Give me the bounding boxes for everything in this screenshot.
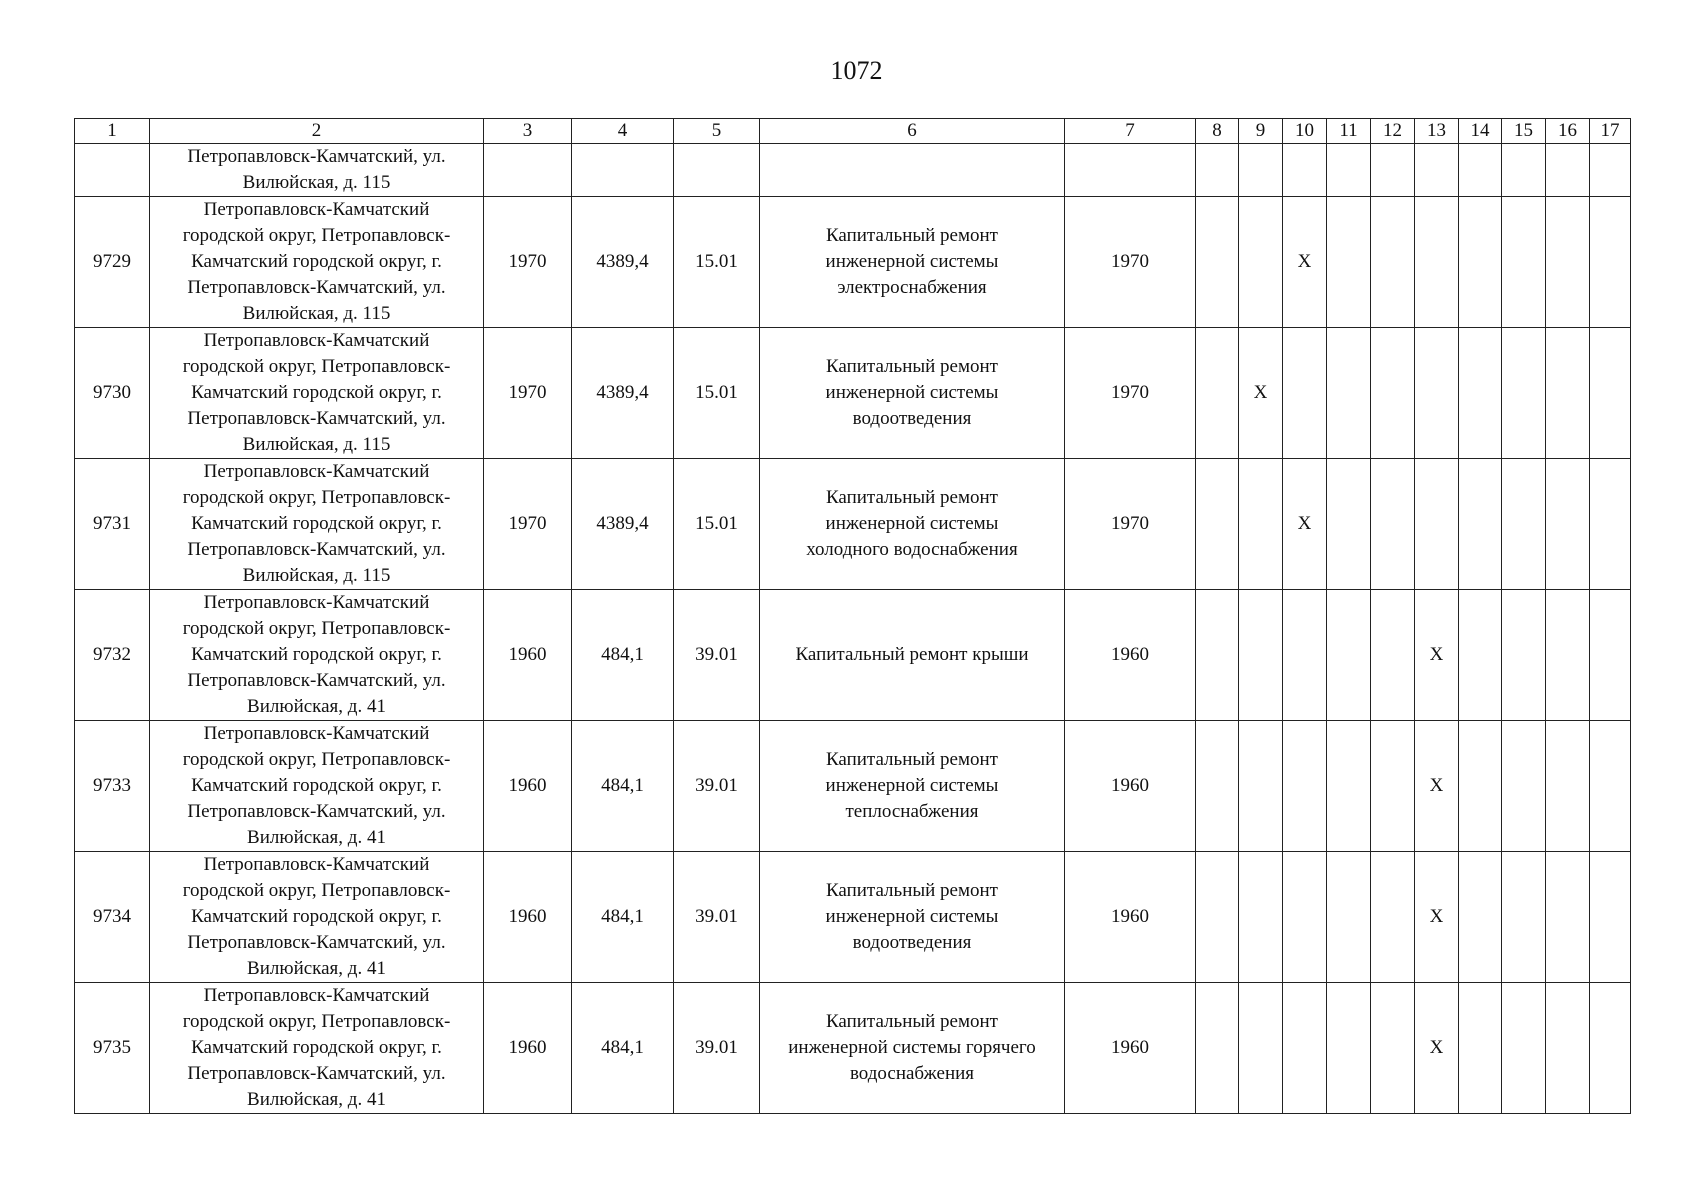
- cell-mark: [1327, 590, 1371, 721]
- cell-mark: [1371, 721, 1415, 852]
- cell-mark: [1590, 852, 1631, 983]
- cell-id: 9735: [75, 983, 150, 1114]
- cell-empty: [1196, 144, 1239, 197]
- cell-work: Капитальный ремонт инженерной системы водоотведения: [760, 852, 1065, 983]
- cell-mark: X: [1415, 590, 1459, 721]
- cell-work: Капитальный ремонт инженерной системы водоотведения: [760, 328, 1065, 459]
- cell-mark: [1196, 983, 1239, 1114]
- column-header: 14: [1459, 119, 1502, 144]
- cell-mark: [1196, 852, 1239, 983]
- table-row: [75, 328, 1631, 459]
- cell-work: Капитальный ремонт инженерной системы холодного водоснабжения: [760, 459, 1065, 590]
- cell-mark: [1371, 459, 1415, 590]
- cell-year-completed: 1960: [1065, 983, 1196, 1114]
- cell-work: Капитальный ремонт крыши: [760, 590, 1065, 721]
- table-row: [75, 197, 1631, 328]
- cell-year: 1970: [484, 328, 572, 459]
- cell-code: 39.01: [674, 983, 760, 1114]
- cell-mark: [1327, 983, 1371, 1114]
- cell-mark: [1239, 459, 1283, 590]
- cell-area: 4389,4: [572, 328, 674, 459]
- column-header: 2: [150, 119, 484, 144]
- cell-mark: [1590, 328, 1631, 459]
- cell-area: 4389,4: [572, 197, 674, 328]
- cell-mark: X: [1283, 459, 1327, 590]
- cell-mark: [1546, 328, 1590, 459]
- cell-mark: [1283, 983, 1327, 1114]
- cell-mark: [1546, 197, 1590, 328]
- cell-work: Капитальный ремонт инженерной системы электроснабжения: [760, 197, 1065, 328]
- cell-mark: [1546, 459, 1590, 590]
- cell-mark: [1283, 590, 1327, 721]
- cell-year: 1970: [484, 197, 572, 328]
- cell-id: 9734: [75, 852, 150, 983]
- cell-id: 9729: [75, 197, 150, 328]
- cell-id: 9730: [75, 328, 150, 459]
- cell-address: Петропавловск-Камчатский городской округ, Петропавловск- Камчатский городской округ, г. Петропавловск-Камчатский, ул. Вилюйская, д. 41: [150, 852, 484, 983]
- cell-empty: [1283, 144, 1327, 197]
- cell-year-completed: 1960: [1065, 852, 1196, 983]
- cell-work: Капитальный ремонт инженерной системы теплоснабжения: [760, 721, 1065, 852]
- column-header: 8: [1196, 119, 1239, 144]
- cell-mark: [1371, 852, 1415, 983]
- cell-mark: [1590, 590, 1631, 721]
- cell-mark: [1546, 983, 1590, 1114]
- cell-mark: [1502, 459, 1546, 590]
- cell-mark: [1327, 852, 1371, 983]
- column-header: 6: [760, 119, 1065, 144]
- cell-mark: [1459, 852, 1502, 983]
- cell-year: 1960: [484, 852, 572, 983]
- table-row: [75, 459, 1631, 590]
- cell-mark: [1239, 197, 1283, 328]
- table-row-continued: [75, 144, 1631, 197]
- cell-mark: [1590, 459, 1631, 590]
- column-header: 3: [484, 119, 572, 144]
- cell-mark: [1196, 459, 1239, 590]
- cell-year: 1970: [484, 459, 572, 590]
- cell-code: 39.01: [674, 852, 760, 983]
- column-header: 5: [674, 119, 760, 144]
- column-header: 13: [1415, 119, 1459, 144]
- table-row: [75, 590, 1631, 721]
- cell-area: 484,1: [572, 590, 674, 721]
- cell-empty: [1502, 144, 1546, 197]
- cell-id: 9732: [75, 590, 150, 721]
- cell-address: Петропавловск-Камчатский городской округ, Петропавловск- Камчатский городской округ, г. Петропавловск-Камчатский, ул. Вилюйская, д. 41: [150, 721, 484, 852]
- cell-empty: [1327, 144, 1371, 197]
- cell-code: 39.01: [674, 721, 760, 852]
- cell-mark: [1546, 721, 1590, 852]
- cell-mark: [1459, 328, 1502, 459]
- cell-year-completed: 1970: [1065, 328, 1196, 459]
- cell-mark: [1502, 983, 1546, 1114]
- cell-empty: [1459, 144, 1502, 197]
- cell-mark: X: [1283, 197, 1327, 328]
- cell-mark: [1459, 983, 1502, 1114]
- cell-empty: [760, 144, 1065, 197]
- cell-mark: [1502, 590, 1546, 721]
- column-header: 1: [75, 119, 150, 144]
- cell-mark: [1459, 459, 1502, 590]
- cell-empty: [1371, 144, 1415, 197]
- cell-mark: [1283, 852, 1327, 983]
- cell-mark: [1459, 721, 1502, 852]
- cell-mark: [1371, 197, 1415, 328]
- cell-mark: [1239, 852, 1283, 983]
- cell-mark: [1502, 328, 1546, 459]
- header-row: [75, 119, 1631, 144]
- cell-address: Петропавловск-Камчатский городской округ, Петропавловск- Камчатский городской округ, г. Петропавловск-Камчатский, ул. Вилюйская, д. 41: [150, 590, 484, 721]
- cell-mark: [1415, 328, 1459, 459]
- column-header: 17: [1590, 119, 1631, 144]
- cell-mark: [1239, 590, 1283, 721]
- cell-mark: [1546, 590, 1590, 721]
- cell-mark: [1546, 852, 1590, 983]
- cell-code: 15.01: [674, 197, 760, 328]
- cell-mark: [1283, 328, 1327, 459]
- cell-mark: [1459, 197, 1502, 328]
- column-header: 11: [1327, 119, 1371, 144]
- cell-mark: X: [1415, 983, 1459, 1114]
- cell-year-completed: 1970: [1065, 197, 1196, 328]
- column-header: 15: [1502, 119, 1546, 144]
- cell-year-completed: 1960: [1065, 721, 1196, 852]
- cell-mark: [1371, 328, 1415, 459]
- column-header: 4: [572, 119, 674, 144]
- cell-year: 1960: [484, 590, 572, 721]
- table-body: [75, 144, 1631, 1114]
- cell-mark: [1502, 721, 1546, 852]
- cell-mark: [1590, 721, 1631, 852]
- table-row: [75, 721, 1631, 852]
- cell-mark: [1502, 852, 1546, 983]
- column-header: 7: [1065, 119, 1196, 144]
- cell-mark: X: [1415, 721, 1459, 852]
- cell-empty: [1239, 144, 1283, 197]
- cell-empty: [1546, 144, 1590, 197]
- column-header: 9: [1239, 119, 1283, 144]
- cell-mark: [1239, 983, 1283, 1114]
- cell-work: Капитальный ремонт инженерной системы горячего водоснабжения: [760, 983, 1065, 1114]
- cell-area: 4389,4: [572, 459, 674, 590]
- cell-code: 15.01: [674, 328, 760, 459]
- cell-mark: [1459, 590, 1502, 721]
- cell-mark: [1327, 721, 1371, 852]
- cell-id: 9733: [75, 721, 150, 852]
- cell-year-completed: 1970: [1065, 459, 1196, 590]
- cell-empty: [674, 144, 760, 197]
- cell-area: 484,1: [572, 721, 674, 852]
- table-row: [75, 852, 1631, 983]
- cell-code: 39.01: [674, 590, 760, 721]
- cell-mark: [1590, 983, 1631, 1114]
- cell-empty: [1415, 144, 1459, 197]
- cell-year: 1960: [484, 721, 572, 852]
- cell-mark: [1239, 721, 1283, 852]
- cell-mark: [1283, 721, 1327, 852]
- cell-mark: [1415, 459, 1459, 590]
- cell-mark: X: [1415, 852, 1459, 983]
- cell-mark: [1196, 721, 1239, 852]
- column-header: 10: [1283, 119, 1327, 144]
- cell-mark: [1327, 459, 1371, 590]
- cell-mark: X: [1239, 328, 1283, 459]
- cell-mark: [1590, 197, 1631, 328]
- cell-empty: [484, 144, 572, 197]
- column-header: 12: [1371, 119, 1415, 144]
- column-header: 16: [1546, 119, 1590, 144]
- cell-year: 1960: [484, 983, 572, 1114]
- cell-address: Петропавловск-Камчатский, ул. Вилюйская, д. 115: [150, 144, 484, 197]
- cell-empty: [572, 144, 674, 197]
- cell-mark: [1502, 197, 1546, 328]
- cell-area: 484,1: [572, 983, 674, 1114]
- cell-mark: [1196, 328, 1239, 459]
- cell-id: [75, 144, 150, 197]
- cell-id: 9731: [75, 459, 150, 590]
- cell-area: 484,1: [572, 852, 674, 983]
- cell-empty: [1065, 144, 1196, 197]
- cell-mark: [1327, 328, 1371, 459]
- cell-address: Петропавловск-Камчатский городской округ, Петропавловск- Камчатский городской округ, г. Петропавловск-Камчатский, ул. Вилюйская, д. 41: [150, 983, 484, 1114]
- cell-mark: [1415, 197, 1459, 328]
- cell-address: Петропавловск-Камчатский городской округ, Петропавловск- Камчатский городской округ, г. Петропавловск-Камчатский, ул. Вилюйская, д. 115: [150, 328, 484, 459]
- cell-mark: [1371, 590, 1415, 721]
- table-row: [75, 983, 1631, 1114]
- cell-empty: [1590, 144, 1631, 197]
- cell-year-completed: 1960: [1065, 590, 1196, 721]
- cell-address: Петропавловск-Камчатский городской округ, Петропавловск- Камчатский городской округ, г. Петропавловск-Камчатский, ул. Вилюйская, д. 115: [150, 459, 484, 590]
- page-number: 1072: [830, 56, 883, 85]
- cell-code: 15.01: [674, 459, 760, 590]
- cell-mark: [1196, 590, 1239, 721]
- cell-mark: [1327, 197, 1371, 328]
- cell-mark: [1196, 197, 1239, 328]
- cell-mark: [1371, 983, 1415, 1114]
- registry-table: [74, 118, 1631, 1114]
- cell-address: Петропавловск-Камчатский городской округ, Петропавловск- Камчатский городской округ, г. Петропавловск-Камчатский, ул. Вилюйская, д. 115: [150, 197, 484, 328]
